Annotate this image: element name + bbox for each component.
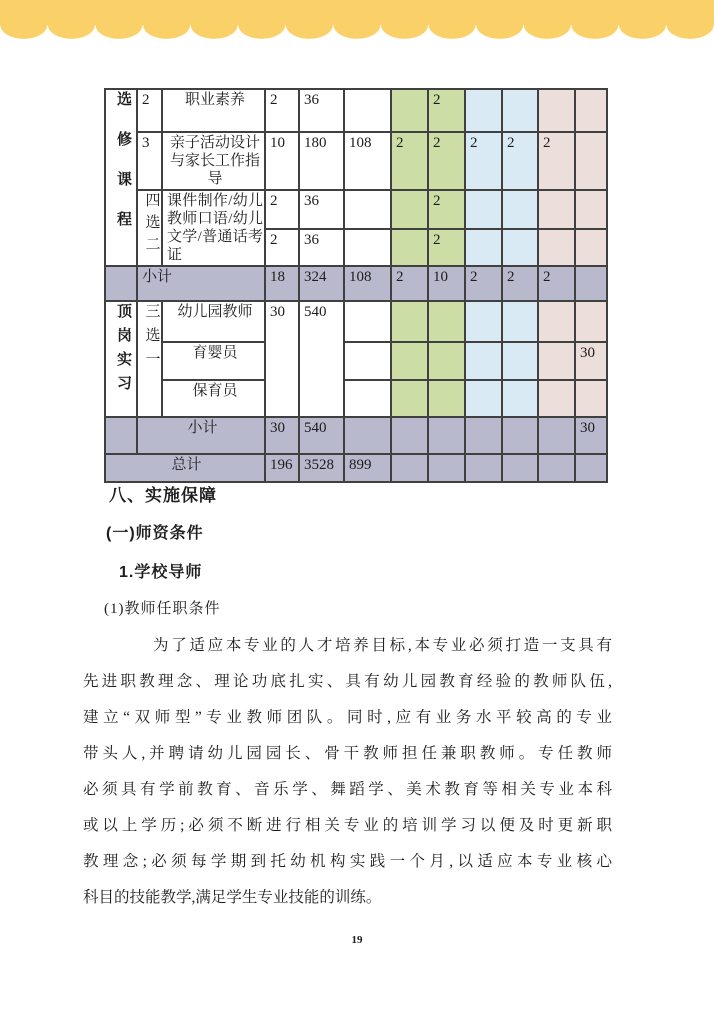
semester-cell <box>465 342 502 380</box>
paragraph-line: 为了适应本专业的人才培养目标,本专业必须打造一支具有 <box>153 637 612 654</box>
course-name-cell: 育婴员 <box>162 342 265 380</box>
empty-cell <box>105 417 137 454</box>
semester-cell <box>502 190 538 229</box>
credit-cell: 2 <box>265 229 299 266</box>
hours-cell: 324 <box>299 266 344 301</box>
semester-cell: 2 <box>391 266 428 301</box>
list-heading: 1.学校导师 <box>119 564 203 581</box>
semester-cell <box>538 190 575 229</box>
semester-cell <box>575 89 607 132</box>
row-group-label-internship <box>105 301 137 417</box>
semester-cell <box>391 417 428 454</box>
subtotal-row-elective <box>105 266 607 301</box>
semester-cell: 2 <box>538 266 575 301</box>
semester-cell <box>502 380 538 417</box>
total-row <box>105 454 607 482</box>
semester-cell: 30 <box>575 417 607 454</box>
practice-hours-cell <box>344 229 391 266</box>
subsection-heading: (一)师资条件 <box>106 525 204 542</box>
paragraph-line: 或以上学历;必须不断进行相关专业的培训学习以便及时更新职 <box>83 817 612 834</box>
semester-cell <box>502 417 538 454</box>
semester-cell: 2 <box>538 132 575 190</box>
paragraph-line: 科目的技能教学,满足学生专业技能的训练。 <box>83 889 382 906</box>
semester-cell <box>502 342 538 380</box>
semester-cell <box>575 190 607 229</box>
table-row <box>105 190 607 229</box>
semester-cell: 2 <box>465 266 502 301</box>
course-name-cell: 保育员 <box>162 380 265 417</box>
practice-hours-cell <box>344 190 391 229</box>
semester-cell <box>502 89 538 132</box>
semester-cell <box>502 229 538 266</box>
semester-cell <box>575 132 607 190</box>
semester-cell: 2 <box>502 132 538 190</box>
semester-cell <box>465 301 502 342</box>
vertical-label: 顶岗实习 <box>115 303 131 399</box>
semester-cell <box>391 342 428 380</box>
scalloped-top-border <box>0 0 714 42</box>
curriculum-table <box>104 88 608 483</box>
hours-cell: 180 <box>299 132 344 190</box>
semester-cell: 2 <box>465 132 502 190</box>
sub-group-label <box>137 301 162 417</box>
paragraph-line: 先进职教理念、理论功底扎实、具有幼儿园教育经验的教师队伍, <box>83 673 612 690</box>
credit-cell: 2 <box>265 89 299 132</box>
semester-cell <box>391 454 428 482</box>
semester-cell <box>538 342 575 380</box>
semester-cell <box>465 417 502 454</box>
row-group-label-elective <box>105 89 137 266</box>
course-name-cell: 课件制作/幼儿教师口语/幼儿文学/普通话考证 <box>162 190 265 266</box>
table-row <box>105 89 607 132</box>
semester-cell: 2 <box>391 132 428 190</box>
semester-cell: 2 <box>428 132 465 190</box>
total-label-cell: 总计 <box>105 454 265 482</box>
semester-cell <box>538 89 575 132</box>
practice-hours-cell <box>344 417 391 454</box>
practice-hours-cell <box>344 342 391 380</box>
semester-cell: 2 <box>428 89 465 132</box>
hours-cell: 540 <box>299 301 344 417</box>
paragraph-line: 教理念;必须每学期到托幼机构实践一个月,以适应本专业核心 <box>83 853 612 870</box>
paragraph-line: 带头人,并聘请幼儿园园长、骨干教师担任兼职教师。专任教师 <box>83 745 612 762</box>
semester-cell <box>465 190 502 229</box>
semester-cell <box>391 229 428 266</box>
semester-cell <box>428 342 465 380</box>
vertical-label: 三选一 <box>143 303 160 375</box>
paragraph-line: 建立“双师型”专业教师团队。同时,应有业务水平较高的专业 <box>83 709 612 726</box>
table-row <box>105 132 607 190</box>
hours-cell: 3528 <box>299 454 344 482</box>
top-border-band <box>0 0 714 25</box>
semester-cell: 30 <box>575 342 607 380</box>
top-border-scallops <box>0 25 714 40</box>
semester-cell <box>502 454 538 482</box>
practice-hours-cell <box>344 301 391 342</box>
sub-group-label <box>137 190 162 266</box>
semester-cell <box>575 380 607 417</box>
credit-cell: 196 <box>265 454 299 482</box>
vertical-label: 选修课程 <box>115 91 131 251</box>
semester-cell <box>502 301 538 342</box>
table-row <box>105 301 607 342</box>
course-name-cell: 幼儿园教师 <box>162 301 265 342</box>
semester-cell <box>575 454 607 482</box>
item-heading: (1)教师任职条件 <box>104 601 221 617</box>
semester-cell: 2 <box>428 229 465 266</box>
semester-cell <box>575 301 607 342</box>
subtotal-label-cell: 小计 <box>137 266 265 301</box>
semester-cell <box>538 417 575 454</box>
table-row <box>105 342 607 380</box>
semester-cell: 2 <box>502 266 538 301</box>
semester-cell <box>428 417 465 454</box>
semester-cell <box>465 89 502 132</box>
semester-cell <box>391 301 428 342</box>
table-row <box>105 380 607 417</box>
semester-cell <box>575 229 607 266</box>
course-name-cell: 职业素养 <box>162 89 265 132</box>
hours-cell: 36 <box>299 89 344 132</box>
semester-cell <box>538 380 575 417</box>
practice-hours-cell: 108 <box>344 266 391 301</box>
practice-hours-cell: 108 <box>344 132 391 190</box>
semester-cell <box>428 301 465 342</box>
credit-cell: 10 <box>265 132 299 190</box>
semester-cell <box>428 380 465 417</box>
section-heading: 八、实施保障 <box>109 486 217 505</box>
semester-cell <box>391 380 428 417</box>
semester-cell <box>465 380 502 417</box>
semester-cell <box>391 89 428 132</box>
hours-cell: 36 <box>299 229 344 266</box>
credit-cell: 2 <box>265 190 299 229</box>
semester-cell <box>575 266 607 301</box>
sub-count-cell: 3 <box>137 132 162 190</box>
page-number: 19 <box>351 934 363 946</box>
practice-hours-cell <box>344 89 391 132</box>
practice-hours-cell: 899 <box>344 454 391 482</box>
subtotal-row-internship <box>105 417 607 454</box>
credit-cell: 30 <box>265 417 299 454</box>
course-name-cell: 亲子活动设计与家长工作指导 <box>162 132 265 190</box>
vertical-label: 四选二 <box>143 192 160 258</box>
semester-cell <box>391 190 428 229</box>
credit-cell: 30 <box>265 301 299 417</box>
semester-cell <box>465 229 502 266</box>
semester-cell: 10 <box>428 266 465 301</box>
empty-cell <box>105 266 137 301</box>
semester-cell: 2 <box>428 190 465 229</box>
semester-cell <box>538 301 575 342</box>
credit-cell: 18 <box>265 266 299 301</box>
body-paragraph <box>83 628 612 916</box>
hours-cell: 36 <box>299 190 344 229</box>
hours-cell: 540 <box>299 417 344 454</box>
semester-cell <box>428 454 465 482</box>
semester-cell <box>465 454 502 482</box>
semester-cell <box>538 454 575 482</box>
practice-hours-cell <box>344 380 391 417</box>
paragraph-line: 必须具有学前教育、音乐学、舞蹈学、美术教育等相关专业本科 <box>83 781 612 798</box>
subtotal-label-cell: 小计 <box>137 417 265 454</box>
semester-cell <box>538 229 575 266</box>
sub-count-cell: 2 <box>137 89 162 132</box>
